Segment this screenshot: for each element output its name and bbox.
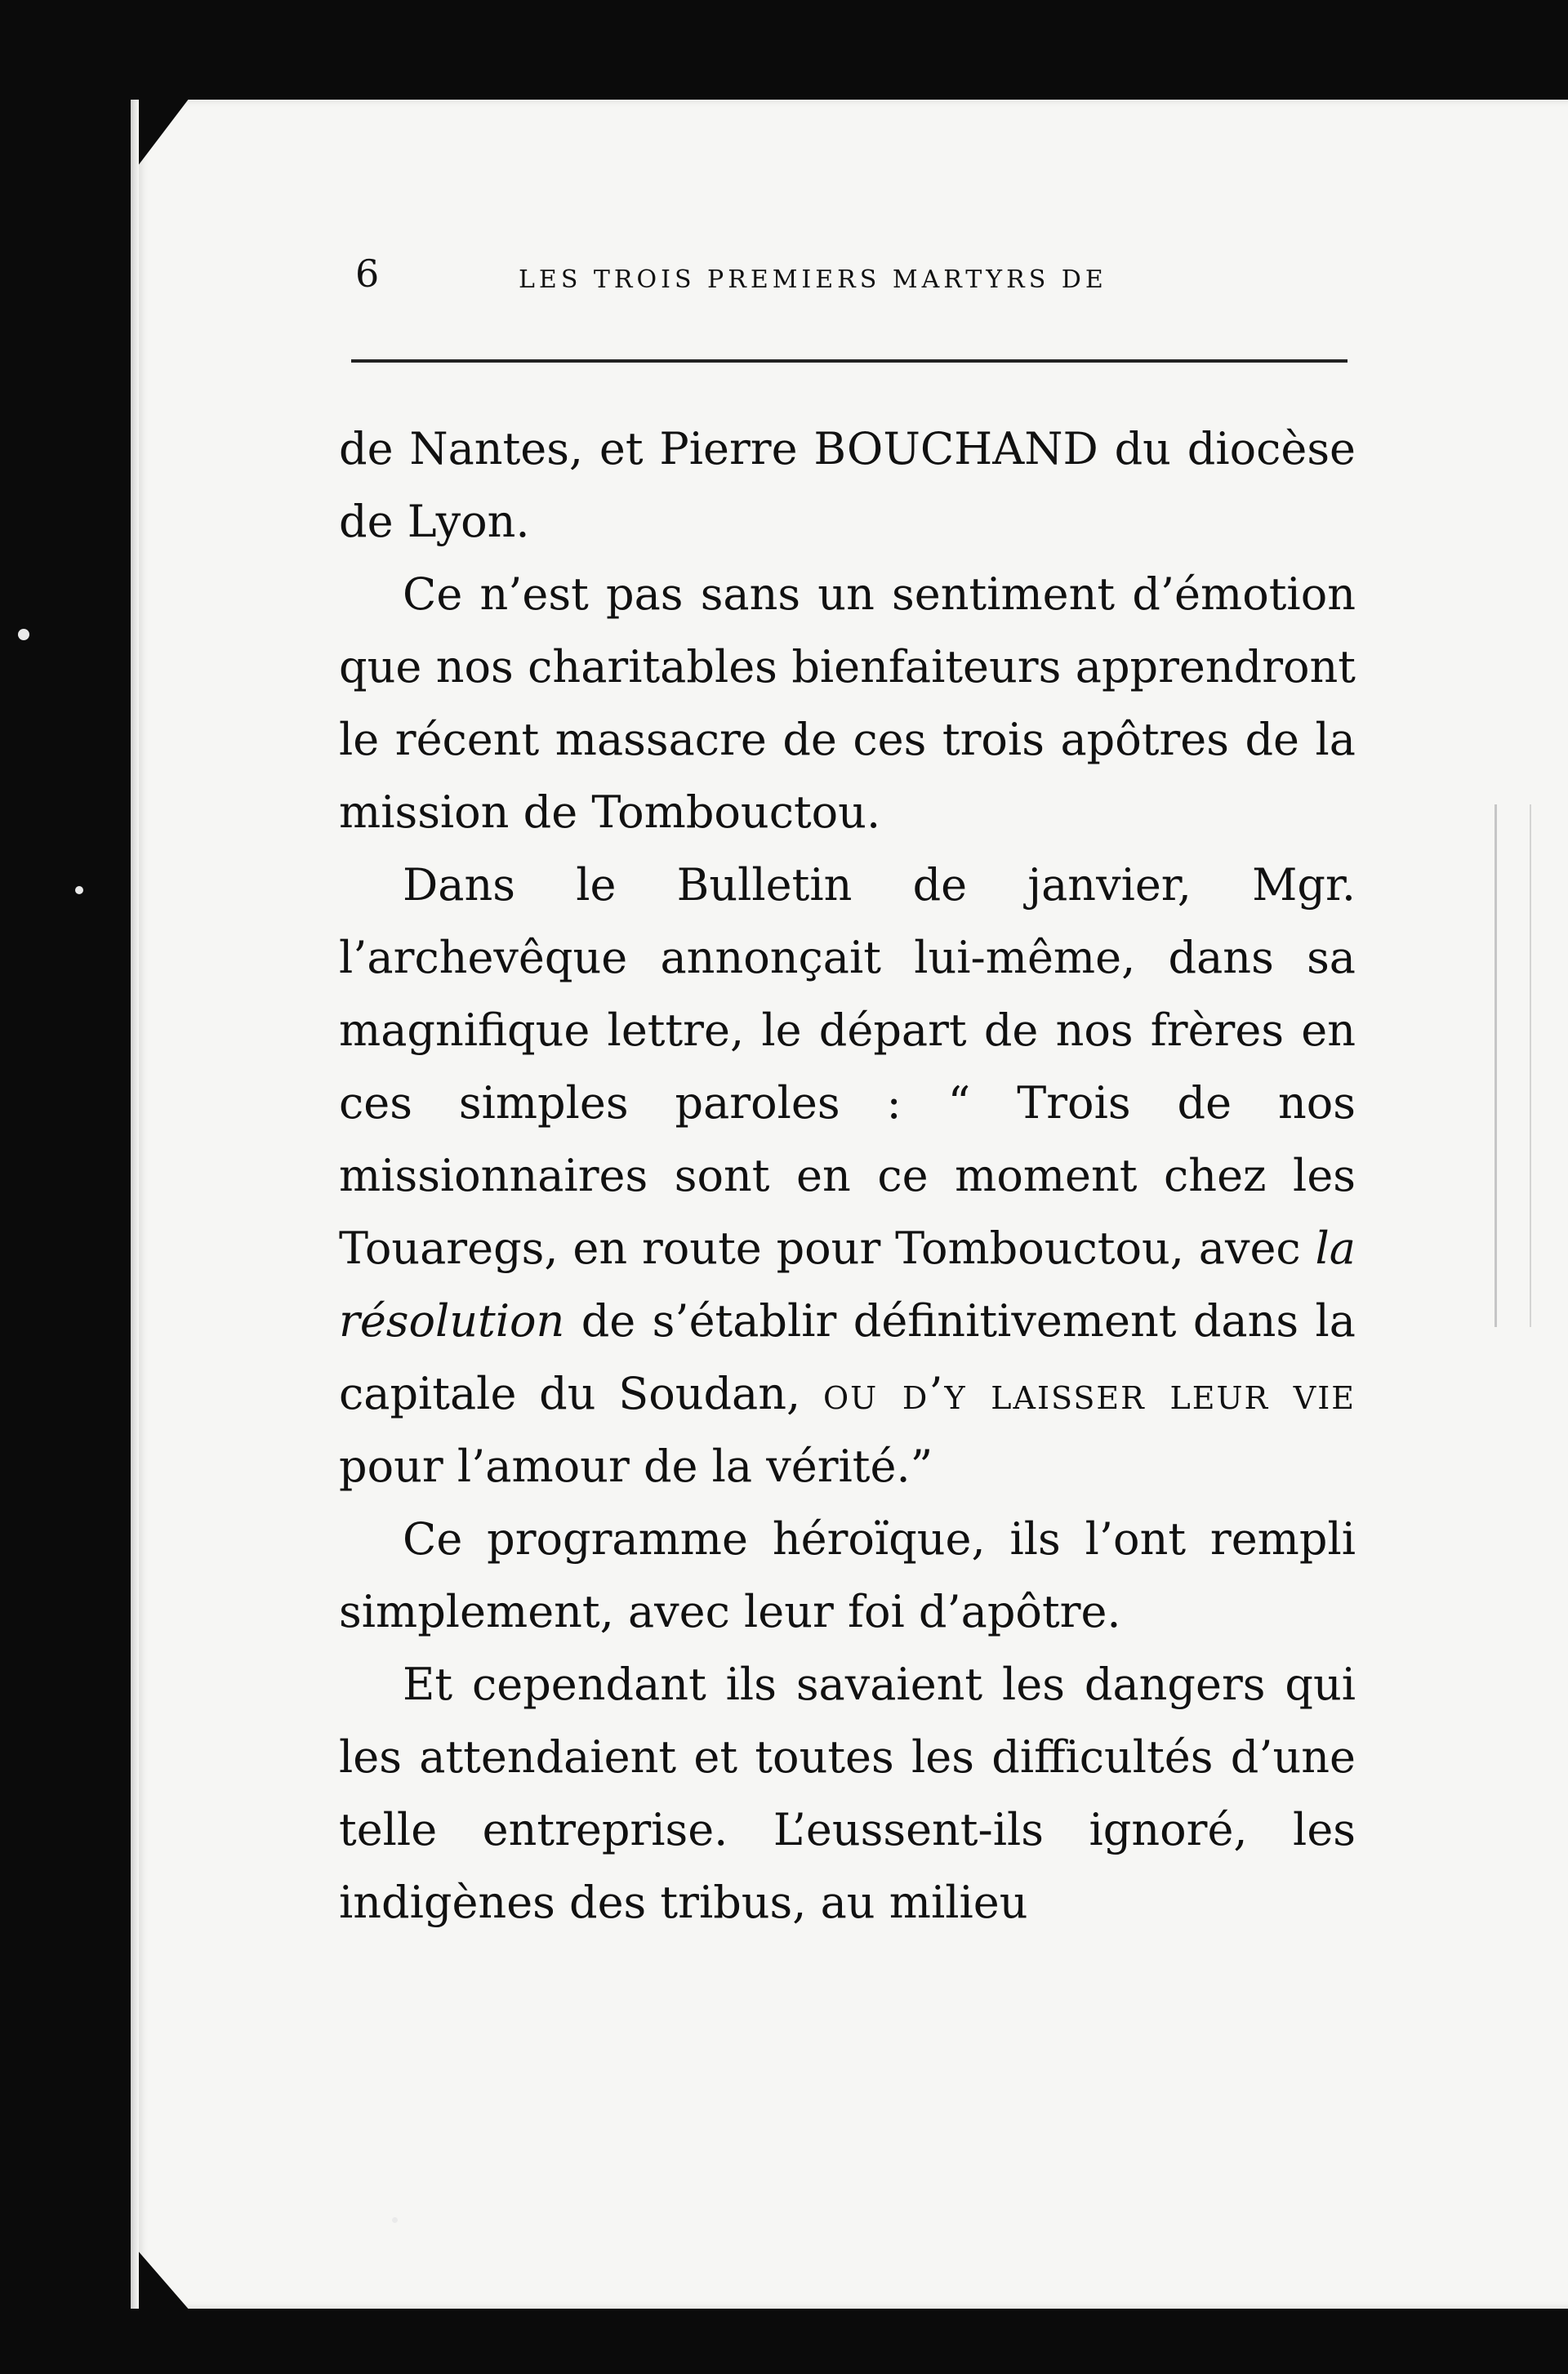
paragraph-1-text-a: de Nantes, et Pierre (339, 423, 814, 474)
paragraph-3-text-a: Dans le Bulletin de janvier, Mgr. l’archevêque annonçait lui-même, dans sa magnifique lettre, le départ de nos frères en ces simples paroles : “ Trois de nos missionnaires sont en ce moment chez les Touaregs, en route pour Tombouctou, avec (339, 859, 1356, 1274)
paragraph-3-smallcaps: ou d’y laisser leur vie (822, 1368, 1356, 1419)
scan-speck (18, 629, 29, 640)
paragraph-1 (339, 412, 1356, 558)
paragraph-2: Ce n’est pas sans un sentiment d’émotion que nos charitables bienfaiteurs apprendront le récent massacre de ces trois apôtres de la mission de Tombouctou. (339, 568, 1356, 838)
paragraph-3-text-b: de s’établir définitivement dans la capitale du Soudan, (339, 1295, 1356, 1419)
page-header (355, 249, 1352, 306)
paragraph-3-italic: la résolution (339, 1223, 1356, 1347)
scan-speck (75, 886, 83, 894)
paragraph-5: Et cependant ils savaient les dangers qui les attendaient et toutes les difficultés d’une telle entreprise. L’eussent-ils ignoré, les indigènes des tribus, au milieu (339, 1659, 1356, 1928)
body-text (339, 412, 1356, 1939)
page-number: 6 (355, 252, 380, 296)
header-rule (351, 359, 1348, 363)
scan-speck (392, 2217, 398, 2223)
running-title: LES TROIS PREMIERS MARTYRS DE (519, 265, 1107, 294)
paragraph-1-name: BOUCHAND (813, 423, 1098, 474)
paragraph-4: Ce programme héroïque, ils l’ont rempli simplement, avec leur foi d’apôtre. (339, 1513, 1356, 1637)
paragraph-3-text-c: pour l’amour de la vérité.” (339, 1441, 933, 1492)
paragraph-1-text-b: du diocèse de Lyon. (339, 423, 1356, 547)
page-edge-shadow (131, 100, 139, 2309)
margin-mark (1494, 804, 1531, 1327)
paragraph-3 (339, 848, 1356, 1503)
